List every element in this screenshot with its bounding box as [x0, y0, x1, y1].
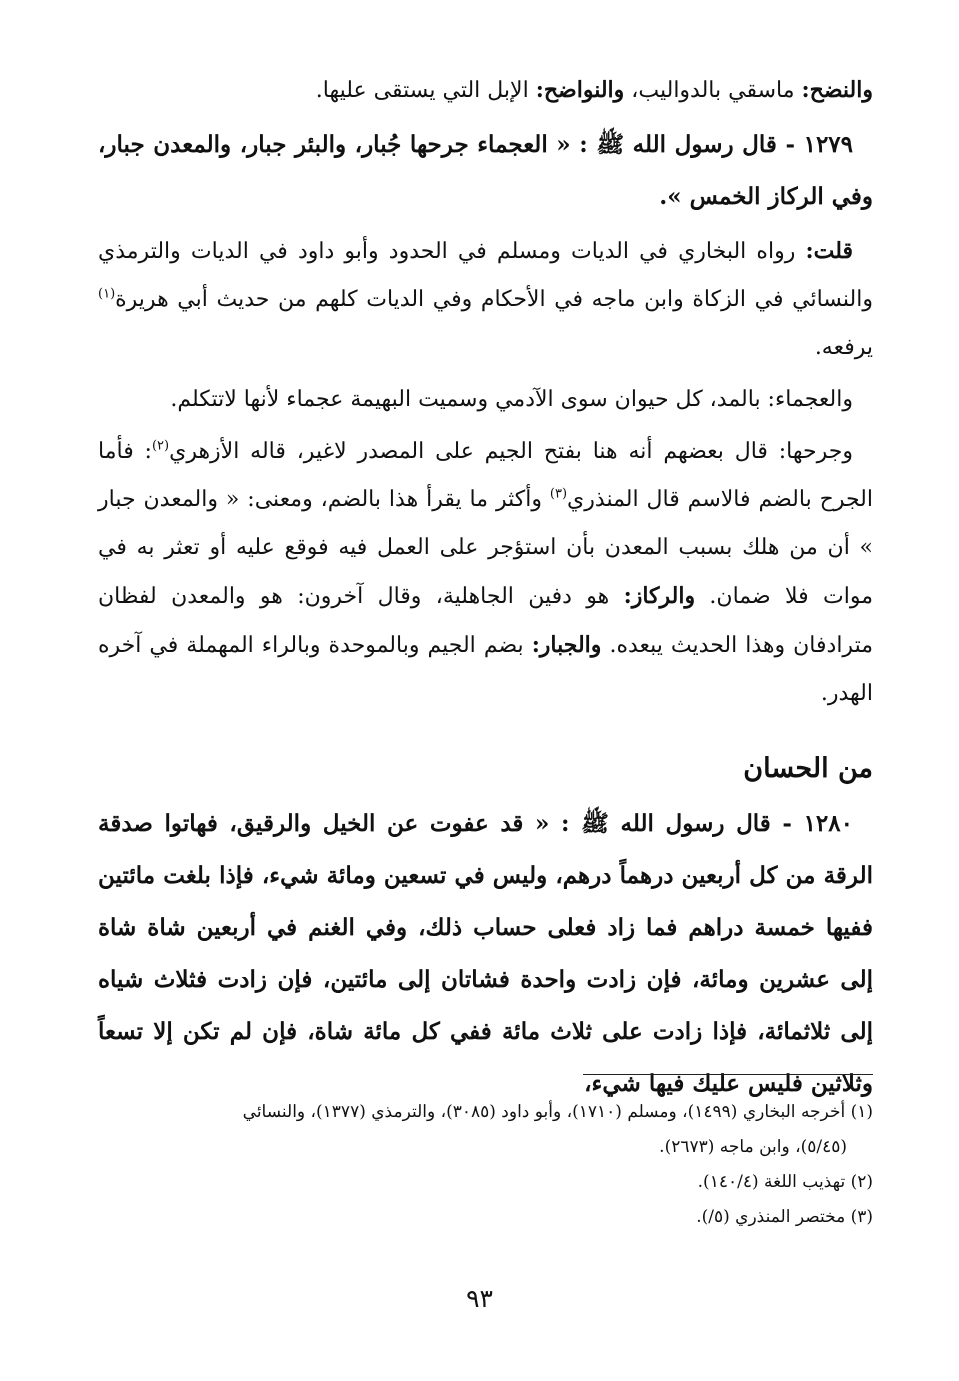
term-label: والركاز: — [623, 583, 696, 609]
term-label: والنواضح: — [535, 77, 625, 103]
footnote-2: (٢) تهذيب اللغة (١٤٠/٤). — [697, 1172, 873, 1192]
paragraph-takhrij — [98, 227, 873, 372]
text-run: يرفعه. — [814, 335, 873, 360]
footnote-3: (٣) مختصر المنذري (٥/). — [696, 1207, 873, 1227]
term-label: والنضح: — [801, 77, 873, 103]
footnote-1: (١) أخرجه البخاري (١٤٩٩)، ومسلم (١٧١٠)، وأبو داود (٣٠٨٥)، والترمذي (١٣٧٧)، والنسائي — [242, 1102, 873, 1122]
section-heading: من الحسان — [743, 753, 873, 784]
text-run: ماسقي بالدواليب، — [624, 78, 802, 103]
term-label: قلت: — [805, 238, 853, 264]
paragraph-ajmaa: والعجماء: بالمد، كل حيوان سوى الآدمي وسميت البهيمة عجماء لأنها لاتتكلم. — [170, 387, 853, 412]
paragraph-definitions — [98, 66, 873, 115]
paragraph-explanation — [98, 428, 873, 718]
text-run: : فأما الجرح بالضم فالاسم قال المنذري — [98, 439, 873, 512]
footnote-divider — [583, 1074, 873, 1075]
term-label: والجبار: — [531, 632, 602, 658]
footnotes — [98, 1096, 873, 1236]
text-run: رواه البخاري في الديات ومسلم في الحدود وأبو داود في الديات والترمذي والنسائي في الزكاة وابن ماجه في الأحكام وفي الديات كلهم من حديث أبي هريرة — [98, 239, 873, 312]
text-run: وجرحها: قال بعضهم أنه هنا بفتح الجيم على المصدر لاغير، قاله الأزهري — [169, 439, 853, 464]
footnote-ref[interactable]: (١) — [98, 286, 116, 302]
text-run: الإبل التي يستقى عليها. — [315, 78, 536, 103]
main-text — [98, 66, 873, 1110]
footnote-ref[interactable]: (٢) — [151, 438, 170, 454]
text-run: وأكثر ما يقرأ هذا بالضم، ومعنى: « والمعدن جبار » أن من هلك بسبب المعدن بأن استؤجر على العمل فيه فوقع عليه أو تعثر به في موات فلا ضمان. — [98, 487, 873, 609]
hadith-1280: ١٢٨٠ - قال رسول الله ﷺ : « قد عفوت عن الخيل والرقيق، فهاتوا صدقة الرقة من كل أربعين درهماً درهم، وليس في تسعين ومائة شيء، فإذا بلغت مائتين ففيها خمسة دراهم فما زاد فعلى حساب ذلك، وفي الغنم في أربعين شاة شاة إلى عشرين ومائة، فإن زادت واحدة فشاتان إلى مائتين، فإن زادت فثلاث شياه إلى ثلاثمائة، فإذا زادت على ثلاث مائة ففي كل مائة شاة، فإن لم تكن إلا تسعاً وثلاثين فليس عليك فيها شيء، — [98, 810, 873, 1097]
footnote-1-continued: (٥/٤٥)، وابن ماجه (٢٦٧٣). — [659, 1137, 847, 1157]
footnote-ref[interactable]: (٣) — [549, 486, 568, 502]
hadith-1279: ١٢٧٩ - قال رسول الله ﷺ : « العجماء جرحها جُبار، والبئر جبار، والمعدن جبار، وفي الركاز الخمس ». — [98, 131, 873, 210]
text-run: بضم الجيم وبالموحدة وبالراء المهملة في آخره الهدر. — [98, 633, 873, 706]
text-run: هو دفين الجاهلية، وقال آخرون: هو والمعدن لفظان مترادفان وهذا الحديث يبعده. — [98, 584, 873, 658]
page-number: ٩٣ — [466, 1284, 493, 1313]
